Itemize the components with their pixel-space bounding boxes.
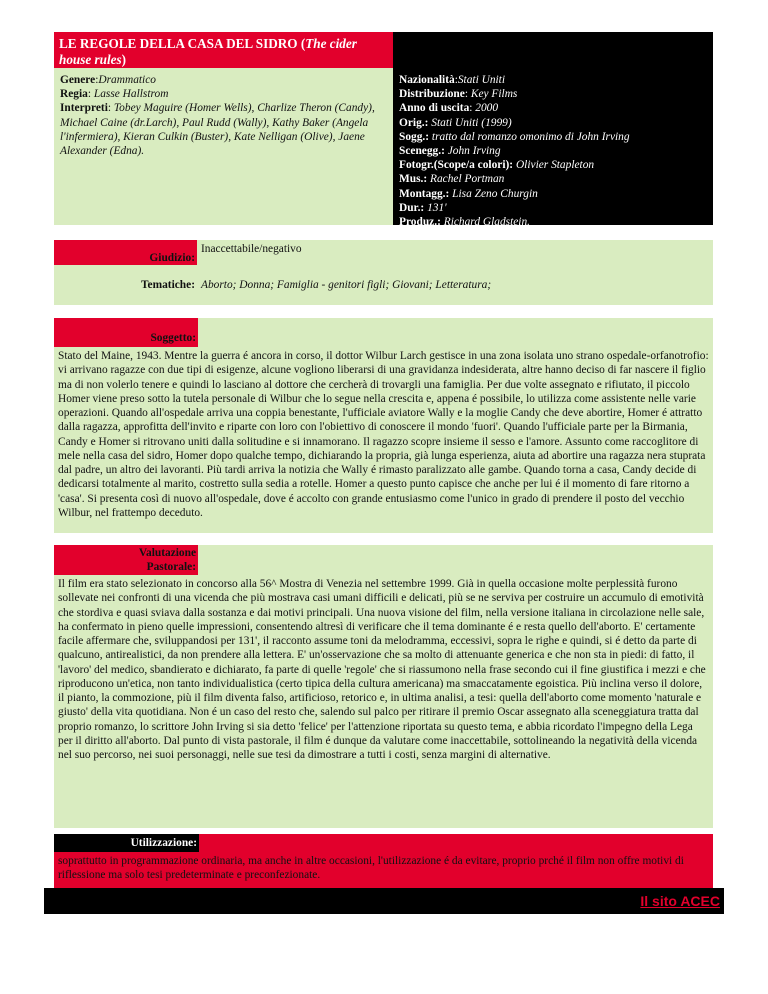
film-title [54, 32, 393, 68]
info-right-item-line [399, 144, 707, 158]
giudizio-label: Giudizio: [149, 252, 195, 264]
info-right-item-line [399, 172, 707, 186]
acec-site-link[interactable]: Il sito ACEC [640, 893, 720, 909]
soggetto-label: Soggetto: [150, 332, 196, 344]
info-right-item-value: John Irving [447, 145, 501, 158]
info-right-item-line [399, 187, 707, 201]
info-left-item-line [60, 73, 387, 87]
info-left-item-label: Interpreti [60, 102, 108, 115]
info-left-panel [54, 68, 393, 225]
info-left-item-line [60, 101, 387, 158]
soggetto-text: Stato del Maine, 1943. Mentre la guerra é ancora in corso, il dottor Wilbur Larch gestisce in una zona isolata uno strano ospedale-orfanotrofio: vi arrivano ragazze con due tipi di esigenze, alcune vogliono liberarsi di una gravidanza indesiderata, altre hanno deciso di far nascere il figlio ma di non volerlo tenere e quindi lo lasciano al dottore che cercherà di trovargli una famiglia. Per due volte assegnato e rifiutato, il piccolo Homer viene preso sotto la tutela personale di Wilbur che lo segue nella crescita e, appena é possibile, lo utilizza come assistente nelle varie operazioni. Quando all'ospedale arriva una coppia benestante, l'ufficiale aviatore Wally e la moglie Candy che deve abortire, Homer é attratto dalla ragazza, approfitta dell'invito e riparte con loro con l'obiettivo di conoscere il mondo 'fuori'. Quando l'ufficiale parte per la Birmania, Candy e Homer si ritrovano uniti dalla solitudine e si innamorano. Il ragazzo scopre insieme il sesso e l'amore. Assunto come raccoglitore di mele nella casa del sidro, Homer dopo qualche tempo, dichiarando la propria, già lunga esperienza, aiuta ad abortire una ragazza nera stuprata dal padre, un altro dei lavoranti. Più tardi arriva la notizia che Wally é rimasto paralizzato alle gambe. Quando torna a casa, Candy decide di dedicarsi totalmente al marito, costretto sulla sedia a rotelle. Homer a questo punto capisce che anche per lui é il momento di fare ritorno a 'casa'. Si presenta così di nuovo all'ospedale, dove é accolto con grande entusiasmo come l'unico in grado di prendere il posto del vecchio Wilbur, nel frattempo deceduto. [54, 347, 713, 533]
header-black-bar [393, 32, 713, 68]
valutazione-text: Il film era stato selezionato in concorso alla 56^ Mostra di Venezia nel settembre 1999. Già in quella occasione molte perplessità furono sollevate nei confronti di una vicenda che più mostrava casi umani difficili e delicati, più se ne serviva per costruire un accumulo di emotività che stordiva e quasi sviava dalla sostanza e dai motivi principali. Una nuova visione del film, nella versione italiana in circolazione nelle sale, ha confermato in pieno quelle impressioni, consentendo altresì di verificare che il tema dominante é e resta quello dell'aborto. E' certamente facile affermare che, sviluppandosi per 131', il racconto assume toni da melodramma, eccessivi, sopra le righe e quindi, si é detto da parte di qualcuno, antirealistici, da non prendere alla lettera. E' un'osservazione che sa molto di attenuante generica e che non sta in piedi: di fatto, il 'lavoro' del medico, sbandierato e dichiarato, fa parte di quelle 'regole' che si riassumono nella frase secondo cui il fine giustifica i mezzi e che riproducono un'etica, non tanto individualistica (certo tipica della cultura americana) ma smaccatamente egoistica. Più inclina verso il dolore, il pianto, la commozione, più il film diventa falso, artificioso, retorico e, in ultima analisi, a tesi: quella dell'aborto come momento 'naturale e giusto' della vita quotidiana. Non é un caso del resto che, salendo sul palco per ritirare il premio Oscar assegnato alla sceneggiatura tratta dal proprio romanzo, lo scrittore John Irving si sia detto 'felice' per l'attenzione riportata su questo tema, e abbia ricordato l'impegno della Lega per il diritto all'aborto. Dal punto di vista pastorale, il film é dunque da valutare come inaccettabile, sottolineando la negatività della vicenda nel suo percorso, nei suoi personaggi, nelle sue tesi da dimostrare a tutti i costi, senza margini di alternative. [54, 575, 713, 790]
info-right-item-line [399, 130, 707, 144]
info-left-item-label: Regia [60, 88, 88, 101]
info-right-item-line [399, 101, 707, 115]
utilizzazione-label-fill [199, 834, 713, 852]
info-right-item-label: Distribuzione [399, 88, 465, 101]
info-right-item-value: 131' [427, 201, 447, 214]
info-right-item-label: Scenegg.: [399, 145, 445, 158]
info-right-item-separator: : [454, 74, 458, 86]
valutazione-label-line2: Pastorale: [146, 561, 196, 573]
info-left-item-line [60, 87, 387, 101]
info-right-item-separator: : [469, 102, 476, 115]
info-right-item-label: Produz.: [399, 216, 441, 229]
valutazione-label [54, 546, 196, 574]
info-right-item-value: Stati Uniti [457, 74, 506, 86]
film-title-end: ) [121, 52, 127, 67]
info-left-item-value: Drammatico [98, 74, 156, 86]
info-left-item-value: Tobey Maguire (Homer Wells), Charlize Theron (Candy), Michael Caine (dr.Larch), Paul Rudd (Wally), Kathy Baker (Angela l'infermiera), Kieran Culkin (Buster), Kate Nelligan (Olive), Jaene Alexander (Edna). [60, 102, 375, 158]
tematiche-label: Tematiche: [141, 279, 195, 291]
info-right-item-line [399, 215, 707, 229]
info-right-item-label: Nazionalità [399, 74, 455, 86]
info-left-item-separator: : [87, 88, 94, 101]
giudizio-value: Inaccettabile/negativo [197, 240, 713, 265]
info-right-panel [393, 68, 713, 229]
info-right-item-value: Rachel Portman [430, 173, 505, 186]
tematiche-value: Aborto; Donna; Famiglia - genitori figli; Giovani; Letteratura; [197, 265, 713, 305]
soggetto-label-fill [198, 318, 713, 347]
info-right-item-value: Olivier Stapleton [515, 159, 595, 172]
info-left-list [60, 73, 387, 158]
info-right-item-separator: : [464, 88, 471, 101]
info-right-list [399, 73, 707, 229]
utilizzazione-text: soprattutto in programmazione ordinaria, ma anche in altre occasioni, l'utilizzazione é da evitare, proprio prché il film non offre motivi di riflessione ma solo tesi predeterminate e preconfezionate. [54, 852, 713, 888]
info-right-item-label: Anno di uscita [399, 102, 470, 115]
film-title-main: LE REGOLE DELLA CASA DEL SIDRO ( [59, 36, 306, 51]
film-title-original: The cider house rules [59, 36, 357, 67]
valutazione-label-fill [198, 545, 713, 575]
info-right-item-line [399, 201, 707, 215]
info-right-item-value: Stati Uniti (1999) [431, 116, 512, 129]
info-right-item-label: Fotogr.(Scope/a colori): [399, 159, 514, 172]
info-right-item-label: Sogg.: [399, 130, 430, 143]
valutazione-label-line1: Valutazione [138, 547, 196, 559]
info-right-item-value: Lisa Zeno Churgin [452, 187, 538, 200]
info-right-item-line [399, 116, 707, 130]
info-right-item-value: Key Films [470, 88, 518, 101]
info-right-item-label: Mus.: [399, 173, 428, 186]
info-right-item-line [399, 73, 707, 87]
info-left-item-separator: : [107, 102, 114, 115]
utilizzazione-label: Utilizzazione: [130, 837, 197, 849]
info-right-item-line [399, 158, 707, 172]
info-right-item-value: Richard Gladstein. [443, 216, 530, 229]
info-left-item-separator: : [95, 74, 99, 86]
info-left-item-value: Lasse Hallstrom [93, 88, 169, 101]
info-right-item-value: tratto dal romanzo omonimo di John Irving [431, 130, 630, 143]
valutazione-spacer [54, 790, 713, 828]
info-left-item-label: Genere [60, 74, 96, 86]
info-right-item-label: Dur.: [399, 201, 425, 214]
info-right-item-line [399, 87, 707, 101]
info-right-item-value: 2000 [475, 102, 499, 115]
info-right-item-label: Orig.: [399, 116, 429, 129]
info-right-item-label: Montagg.: [399, 187, 450, 200]
